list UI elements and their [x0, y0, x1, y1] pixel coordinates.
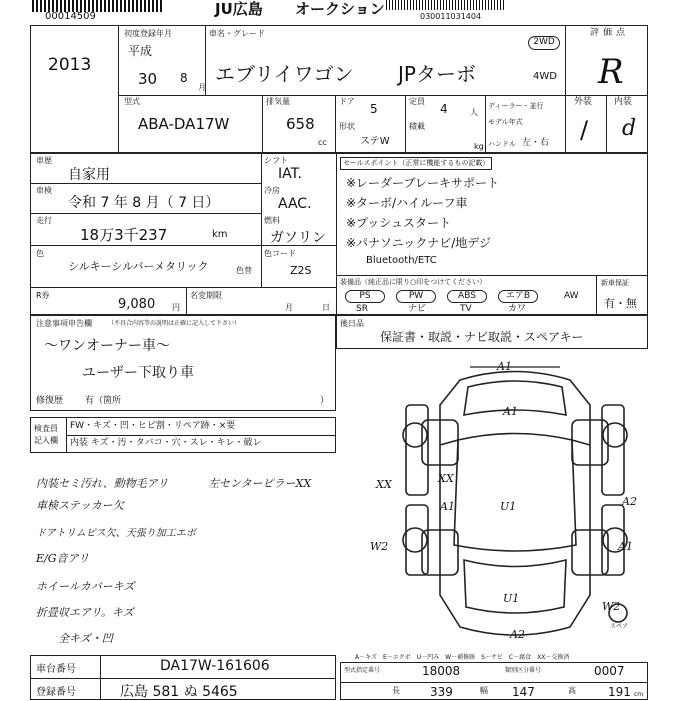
new-car-warranty-value: 有・無: [604, 297, 637, 310]
mileage-unit: km: [212, 229, 228, 240]
handwritten-note-4: ドアトリムビス欠、天張り加工エボ: [36, 528, 196, 539]
width-label: 幅: [480, 686, 488, 695]
color-label: 色: [36, 249, 44, 258]
usage-label: 車歴: [36, 156, 52, 165]
notes-line-1: 〜ワンオーナー車〜: [44, 338, 170, 354]
color-code: Z2S: [290, 264, 312, 277]
height-value: 191: [608, 685, 631, 699]
model-label: 型式: [124, 97, 140, 106]
sales-point-4: ※パナソニックナビ/地デジ: [346, 236, 492, 250]
displacement-label: 排気量: [266, 97, 290, 106]
dimension-unit: cm: [634, 691, 644, 698]
category-number-label: 類別区分番号: [505, 667, 542, 674]
handwritten-note-3: 車検ステッカー欠: [36, 499, 124, 512]
spare-label: スペア: [610, 623, 629, 630]
model-year-label: モデル年式: [488, 118, 523, 126]
right-code: 030011031404: [420, 12, 482, 21]
dealer-label: ディーラー・並行: [488, 102, 544, 110]
drive-4wd: 4WD: [533, 71, 557, 82]
equipment-label: 装備品（純正品に限り○印をつけてください）: [340, 278, 487, 286]
equip-pw: PW: [396, 290, 436, 303]
inspector-row-1: FW・キズ・凹・ヒビ割・リペア跡・×要: [70, 421, 236, 431]
sales-points-label: セールスポイント（正常に機能するもの記載）: [340, 157, 492, 170]
length-value: 339: [430, 685, 453, 699]
ref-number-value: 18008: [422, 664, 461, 678]
sheet-year: 2013: [48, 55, 92, 75]
damage-legend: A－キズ E－エクボ U－凹み W－補修跡 S－サビ C－腐食 XX－交換済: [355, 654, 570, 661]
vehicle-name: エブリイワゴン: [215, 62, 354, 86]
category-number-value: 0007: [594, 664, 625, 678]
recycle-label: R券: [36, 291, 50, 300]
damage-mark-left-rear-door: W2: [370, 540, 389, 553]
handle-label: ハンドル: [488, 140, 516, 148]
first-reg-unit: 月: [198, 83, 206, 92]
plate-label: 登録番号: [36, 687, 76, 698]
sales-point-5: Bluetooth/ETC: [366, 255, 437, 266]
equip-leather: カワ: [508, 304, 527, 314]
sales-point-1: ※レーダーブレーキサポート: [346, 176, 499, 190]
usage-value: 自家用: [68, 167, 110, 183]
damage-mark-left-roof: A1: [440, 500, 455, 513]
handwritten-note-5: E/G音アリ: [36, 552, 90, 565]
venue-title: JU広島: [215, 0, 263, 18]
displacement-value: 658: [286, 115, 315, 133]
damage-mark-front-bumper: A1: [497, 360, 512, 373]
inspection-label: 車検: [36, 186, 52, 195]
displacement-unit: cc: [318, 138, 327, 147]
interior-value: d: [622, 116, 637, 141]
color-value: シルキーシルバーメタリック: [68, 260, 209, 273]
exterior-value: /: [580, 116, 589, 144]
first-reg-label: 初度登録年月: [124, 29, 172, 38]
handwritten-note-6: ホイールカバーキズ: [36, 580, 135, 593]
mileage-label: 走行: [36, 216, 52, 225]
ac-value: AAC.: [278, 196, 312, 212]
rating-label: 評価点: [590, 28, 630, 38]
new-car-warranty-label: 新車保証: [601, 279, 629, 287]
damage-mark-rear-window: U1: [503, 592, 520, 605]
notes-sub-label: （不具合内容等の説明は正確に記入して下さい）: [108, 320, 241, 327]
first-reg-month: 8: [180, 71, 188, 85]
plate-value: 広島 581 ぬ 5465: [120, 684, 238, 700]
vehicle-grade: JPターボ: [398, 62, 476, 86]
inspection-value: 令和 7 年 8 月（ 7 日）: [68, 195, 220, 211]
width-value: 147: [512, 685, 535, 699]
chassis-value: DA17W-161606: [160, 658, 270, 674]
handle-value: 左・右: [522, 138, 550, 148]
seats-label: 定員: [409, 97, 425, 106]
ac-label: 冷房: [264, 186, 280, 195]
equip-tv: TV: [460, 304, 472, 314]
equip-aw: AW: [564, 291, 579, 301]
fuel-value: ガソリン: [270, 230, 326, 246]
color-change-label: 色替: [236, 266, 252, 275]
name-change-label: 名変期限: [190, 291, 222, 300]
damage-mark-right-rear: A1: [618, 540, 633, 553]
doors-label: ドア: [339, 97, 355, 106]
recycle-value: 9,080: [118, 297, 156, 312]
seats-unit: 人: [470, 108, 478, 117]
shape-label: 形状: [339, 122, 355, 131]
handwritten-note-8: 全キズ・凹: [58, 632, 113, 645]
equip-navi: ナビ: [408, 304, 427, 314]
handwritten-note-7: 折畳収エアリ。キズ: [36, 606, 134, 619]
doors-value: 5: [370, 102, 378, 116]
handwritten-note-2: 左センターピラーXX: [208, 477, 312, 490]
inspector-label-1: 検査員: [34, 424, 58, 433]
vehicle-name-label: 車名・グレード: [209, 29, 265, 38]
accessories-value: 保証書・取説・ナビ取説・スペアキー: [380, 330, 584, 344]
notes-label: 注意事項申告欄: [36, 319, 92, 328]
equip-abs: ABS: [447, 290, 487, 303]
length-label: 長: [392, 686, 400, 695]
shift-value: IAT.: [278, 166, 302, 182]
handwritten-note-1: 内装セミ汚れ、動物毛アリ: [36, 477, 169, 490]
model-value: ABA-DA17W: [138, 115, 230, 133]
ref-number-label: 型式指定番号: [344, 667, 381, 674]
first-reg-era: 平成: [128, 44, 153, 58]
sales-point-2: ※ターボ/ハイルーフ車: [346, 196, 468, 210]
damage-mark-roof: U1: [500, 500, 517, 513]
first-reg-year: 30: [138, 70, 158, 88]
accessories-label: 後日品: [340, 319, 364, 328]
chassis-label: 車台番号: [36, 664, 76, 675]
repair-paren-close: ）: [320, 396, 330, 406]
rating-value: R: [598, 52, 624, 92]
recycle-unit: 円: [172, 303, 180, 312]
repair-label: 修復歴: [36, 396, 64, 406]
repair-value: 有（箇所: [85, 396, 122, 406]
damage-mark-rear-wheel: W2: [602, 600, 621, 613]
shape-value: ステW: [360, 136, 390, 147]
damage-mark-left-fender: XX: [376, 478, 392, 491]
notes-line-2: ユーザー下取り車: [82, 365, 194, 381]
damage-mark-hood: A1: [503, 405, 518, 418]
load-unit: kg: [474, 142, 484, 151]
mileage-value: 18万3千237: [80, 226, 168, 244]
day-unit: 日: [322, 303, 330, 312]
shift-label: シフト: [264, 156, 288, 165]
equip-sr: SR: [356, 304, 368, 314]
exterior-label: 外装: [574, 97, 593, 107]
damage-mark-left-pillar: XX: [438, 472, 454, 485]
drive-2wd-badge: 2WD: [528, 36, 560, 50]
equip-airbag: エアB: [498, 290, 538, 303]
fuel-label: 燃料: [264, 216, 280, 225]
sales-point-3: ※プッシュスタート: [346, 216, 451, 230]
auction-label: オークション: [295, 0, 385, 18]
load-label: 積載: [409, 122, 425, 131]
height-label: 高: [568, 686, 576, 695]
interior-label: 内装: [614, 97, 633, 107]
inspector-label-2: 記入欄: [34, 436, 58, 445]
right-barcode: [386, 0, 506, 10]
seats-value: 4: [440, 102, 448, 116]
color-code-label: 色コード: [264, 249, 296, 258]
month-unit: 月: [285, 303, 293, 312]
equip-ps: PS: [345, 290, 385, 303]
damage-mark-rear-bumper: A2: [510, 628, 525, 641]
inspector-row-2: 内装 キズ・汚・タバコ・穴・スレ・キレ・破レ: [70, 438, 262, 448]
barcode-text: 00014509: [45, 11, 96, 22]
damage-mark-right-side: A2: [622, 495, 637, 508]
